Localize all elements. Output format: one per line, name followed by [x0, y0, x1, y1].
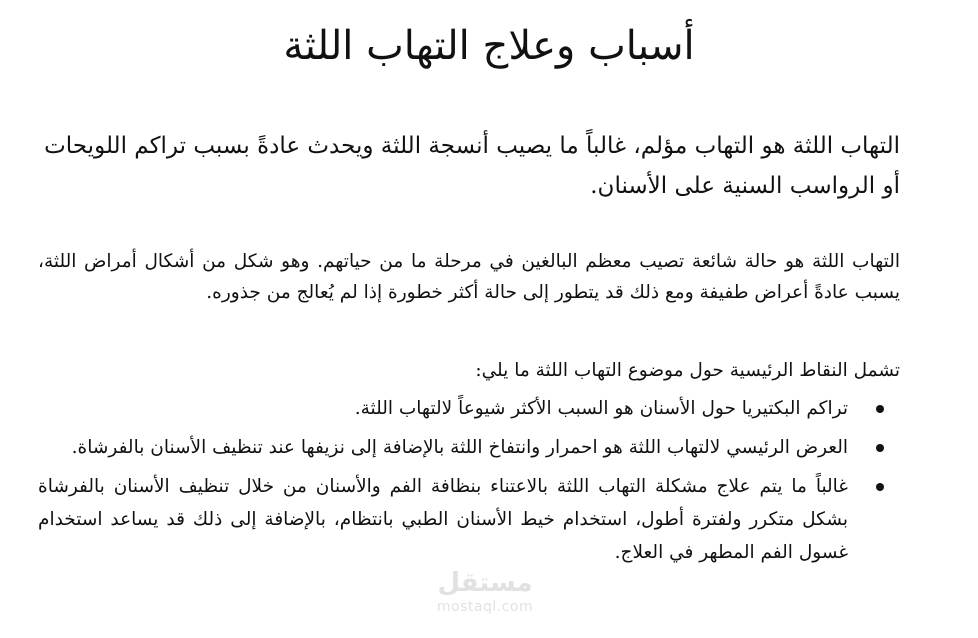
bullet-icon: [876, 483, 884, 491]
list-item-text: العرض الرئيسي لالتهاب اللثة هو احمرار وانتفاخ اللثة بالإضافة إلى نزيفها عند تنظيف الأسنان بالفرشاة.: [71, 437, 848, 458]
list-item-text: تراكم البكتيريا حول الأسنان هو السبب الأكثر شيوعاً لالتهاب اللثة.: [354, 398, 848, 419]
body-paragraph: التهاب اللثة هو حالة شائعة تصيب معظم البالغين في مرحلة ما من حياتهم. وهو شكل من أشكال أمراض اللثة، يسبب عادةً أعراض طفيفة ومع ذلك قد يتطور إلى حالة أكثر خطورة إذا لم يُعالج من جذوره.: [38, 251, 900, 303]
points-intro: تشمل النقاط الرئيسية حول موضوع التهاب اللثة ما يلي:: [475, 360, 900, 381]
watermark-logo: مستقل: [437, 568, 533, 598]
key-points-list: [38, 392, 900, 575]
page-title: أسباب وعلاج التهاب اللثة: [283, 23, 695, 69]
list-item: [38, 431, 900, 464]
lead-paragraph: التهاب اللثة هو التهاب مؤلم، غالباً ما يصيب أنسجة اللثة ويحدث عادةً بسبب تراكم اللويحات أو الرواسب السنية على الأسنان.: [44, 133, 900, 199]
watermark: [420, 568, 550, 628]
list-item-text: غالباً ما يتم علاج مشكلة التهاب اللثة بالاعتناء بنظافة الفم والأسنان من خلال تنظيف الأسنان بالفرشاة بشكل متكرر ولفترة أطول، استخدام خيط الأسنان الطبي بانتظام، بالإضافة إلى ذلك قد يساعد استخدام غسول الفم المطهر في العلاج.: [38, 476, 848, 563]
bullet-icon: [876, 405, 884, 413]
list-item: [38, 392, 900, 425]
watermark-domain: mostaql.com: [436, 599, 534, 615]
list-item: [38, 470, 900, 569]
bullet-icon: [876, 444, 884, 452]
